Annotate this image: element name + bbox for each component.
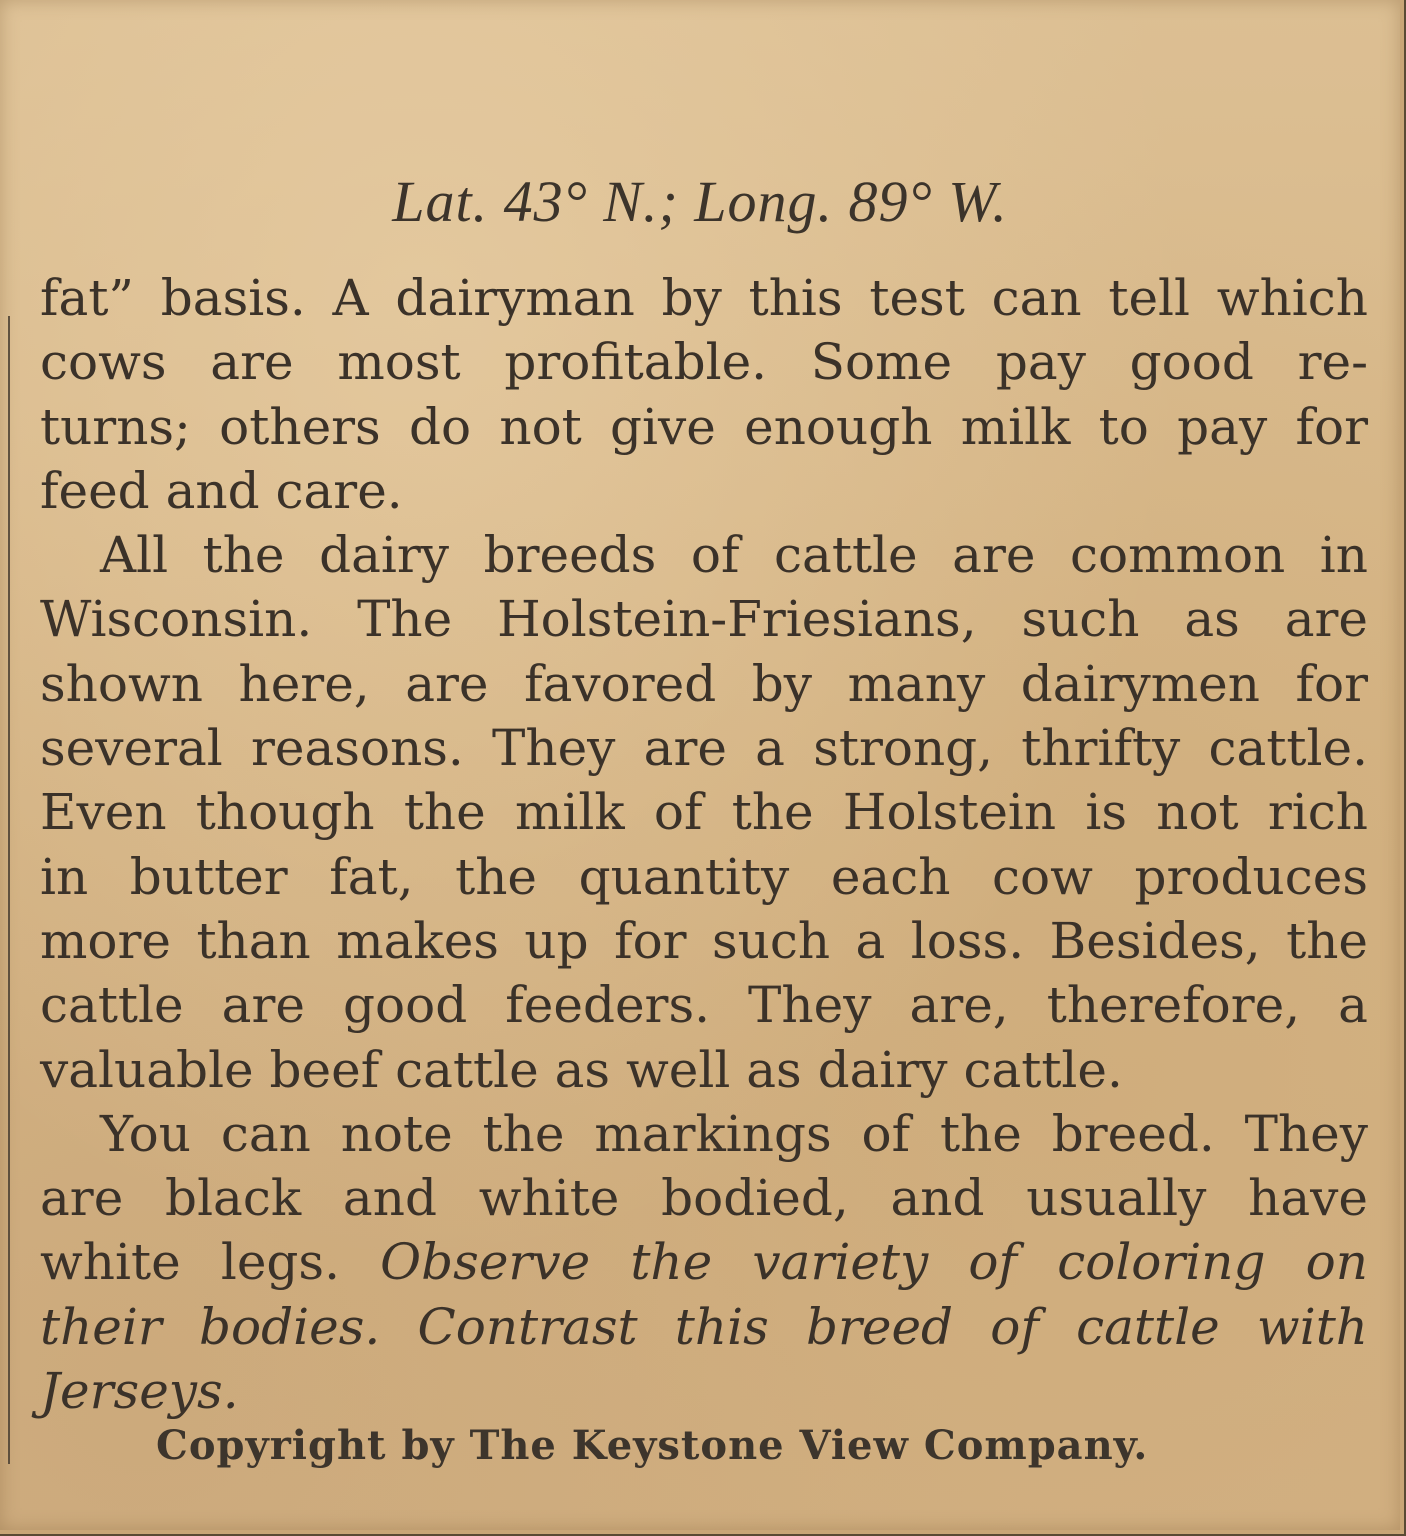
text-line: cattle are good feeders. They are, therefore, a <box>40 976 1368 1035</box>
text-line: more than makes up for such a loss. Besides, the <box>40 911 1368 970</box>
text-line-italic: Observe the variety of coloring on <box>380 1233 1368 1292</box>
text-line: cows are most profitable. Some pay good re- <box>40 333 1368 392</box>
text-line: Even though the milk of the Holstein is not rich <box>40 783 1368 842</box>
text-line: valuable beef cattle as well as dairy cattle. <box>40 1040 1123 1099</box>
text-line: turns; others do not give enough milk to pay for <box>40 397 1368 456</box>
text-line: fat” basis. A dairyman by this test can tell which <box>40 269 1368 327</box>
text-line: their bodies. Contrast this breed of cattle with <box>40 1297 1368 1356</box>
text-line: Wisconsin. The Holstein-Friesians, such as are <box>40 590 1368 649</box>
copyright-notice: Copyright by The Keystone View Company. <box>156 1422 1149 1469</box>
text-line: are black and white bodied, and usually have <box>40 1169 1368 1228</box>
text-line: in butter fat, the quantity each cow produces <box>40 847 1368 906</box>
text-line: feed and care. <box>40 461 403 520</box>
text-line: All the dairy breeds of cattle are common in <box>100 526 1368 585</box>
coordinates-heading: Lat. 43° N.; Long. 89° W. <box>392 169 1008 234</box>
text-line: You can note the markings of the breed. They <box>100 1104 1368 1163</box>
text-line-mixed <box>40 1230 1368 1294</box>
body-text <box>40 266 1368 1423</box>
text-line: shown here, are favored by many dairymen for <box>40 654 1368 713</box>
text-line-roman: white legs. <box>40 1233 340 1292</box>
text-line: several reasons. They are a strong, thrifty cattle. <box>40 719 1368 778</box>
text-line: Jerseys. <box>40 1362 239 1421</box>
margin-rule <box>8 316 10 1464</box>
